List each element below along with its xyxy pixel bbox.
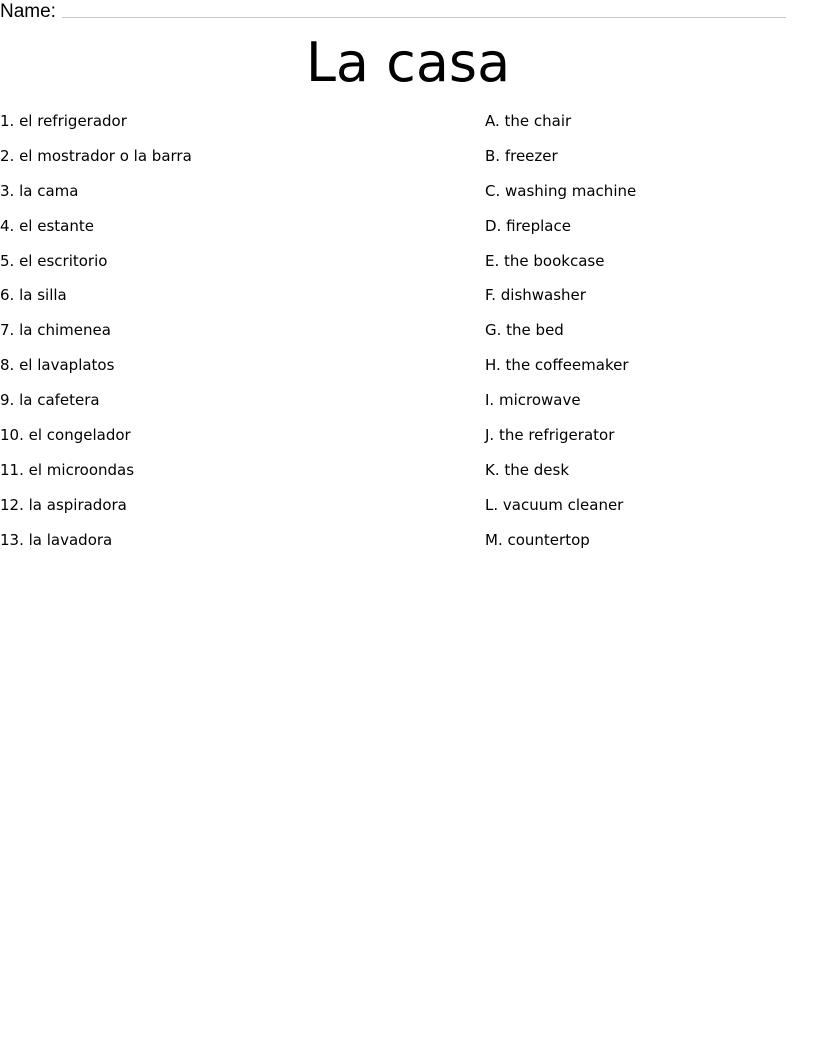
term-item: 9. la cafetera bbox=[0, 391, 100, 410]
definition-item: L. vacuum cleaner bbox=[485, 495, 624, 514]
definition-item: B. freezer bbox=[485, 146, 558, 165]
worksheet-title: La casa bbox=[305, 31, 511, 94]
definition-item: D. fireplace bbox=[485, 216, 571, 235]
definition-item: F. dishwasher bbox=[485, 286, 586, 305]
name-blank-line[interactable] bbox=[62, 17, 786, 18]
definition-item: H. the coffeemaker bbox=[485, 356, 629, 375]
definition-item: C. washing machine bbox=[485, 181, 637, 200]
term-item: 1. el refrigerador bbox=[0, 112, 127, 130]
definition-item: J. the refrigerator bbox=[485, 426, 615, 445]
term-item: 7. la chimenea bbox=[0, 321, 111, 340]
definition-item: G. the bed bbox=[485, 321, 564, 340]
term-item: 3. la cama bbox=[0, 181, 79, 200]
term-item: 13. la lavadora bbox=[0, 530, 113, 549]
term-item: 6. la silla bbox=[0, 286, 67, 305]
definition-item: K. the desk bbox=[485, 460, 570, 479]
definition-item: A. the chair bbox=[485, 112, 572, 130]
definition-item: I. microwave bbox=[485, 391, 581, 410]
term-item: 10. el congelador bbox=[0, 426, 131, 445]
english-definitions-list bbox=[485, 110, 805, 564]
term-item: 4. el estante bbox=[0, 216, 94, 235]
definition-item: E. the bookcase bbox=[485, 251, 605, 270]
term-item: 5. el escritorio bbox=[0, 251, 108, 270]
term-item: 8. el lavaplatos bbox=[0, 356, 115, 375]
definition-item: M. countertop bbox=[485, 530, 590, 549]
term-item: 11. el microondas bbox=[0, 460, 135, 479]
name-field-row bbox=[0, 0, 56, 22]
name-label: Name: bbox=[0, 1, 56, 22]
term-item: 12. la aspiradora bbox=[0, 495, 127, 514]
spanish-terms-list bbox=[0, 110, 460, 564]
term-item: 2. el mostrador o la barra bbox=[0, 146, 192, 165]
